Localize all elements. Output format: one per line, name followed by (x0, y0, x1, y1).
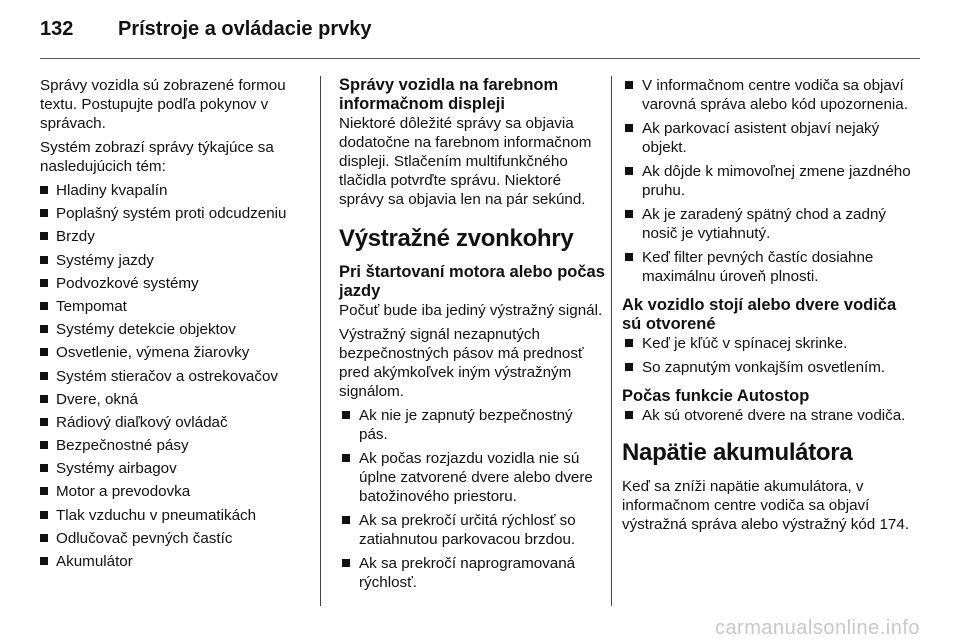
list-item: So zapnutým vonkajším osvetlením. (622, 358, 912, 377)
list-item: Brzdy (40, 227, 302, 246)
page-number: 132 (40, 18, 74, 40)
start-conditions-list (339, 406, 605, 592)
intro-paragraph: Správy vozidla sú zobrazené formou textu. Postupujte podľa pokynov v správach. (40, 77, 286, 132)
list-item: Systémy detekcie objektov (40, 320, 302, 339)
list-item: Osvetlenie, výmena žiarovky (40, 343, 302, 362)
list-item: V informačnom centre vodiča sa objaví varovná správa alebo kód upozornenia. (622, 76, 912, 114)
list-item: Rádiový diaľkový ovládač (40, 413, 302, 432)
list-item: Keď filter pevných častíc dosiahne maximálnu úroveň plnosti. (622, 248, 912, 286)
list-item: Odlučovač pevných častíc (40, 529, 302, 548)
start-conditions-list-continued (622, 76, 912, 286)
list-item: Ak sa prekročí naprogramovaná rýchlosť. (339, 554, 605, 592)
heading-color-display: Správy vozidla na farebnom informačnom displeji (339, 76, 559, 113)
heading-vehicle-parked: Ak vozidlo stojí alebo dvere vodiča sú otvorené (622, 296, 897, 333)
list-item: Poplašný systém proti odcudzeniu (40, 204, 302, 223)
start-paragraph-2: Výstražný signál nezapnutých bezpečnostných pásov má prednosť pred akýmkoľvek iným výstražným signálom. (339, 326, 584, 400)
parked-conditions-list (622, 334, 912, 377)
column-1 (40, 76, 302, 575)
color-display-paragraph: Niektoré dôležité správy sa objavia dodatočne na farebnom informačnom displeji. Stlačením multifunkčného tlačidla potvrďte správu. Niektoré správy sa objavia len na pár sekúnd. (339, 115, 592, 208)
list-item: Ak parkovací asistent objaví nejaký objekt. (622, 119, 912, 157)
list-item: Dvere, okná (40, 390, 302, 409)
heading-start-driving: Pri štartovaní motora alebo počas jazdy (339, 263, 605, 300)
list-item: Hladiny kvapalín (40, 181, 302, 200)
column-divider-1 (320, 76, 321, 606)
battery-paragraph: Keď sa zníži napätie akumulátora, v informačnom centre vodiča sa objaví výstražná správa alebo výstražný kód 174. (622, 478, 910, 533)
page-title: Prístroje a ovládacie prvky (118, 18, 372, 40)
list-item: Podvozkové systémy (40, 274, 302, 293)
list-item: Ak dôjde k mimovoľnej zmene jazdného pruhu. (622, 162, 912, 200)
list-item: Systémy jazdy (40, 251, 302, 270)
column-3 (622, 76, 912, 539)
page-header (40, 18, 920, 58)
header-divider (40, 58, 920, 59)
list-item: Motor a prevodovka (40, 482, 302, 501)
list-item: Tlak vzduchu v pneumatikách (40, 506, 302, 525)
list-item: Tempomat (40, 297, 302, 316)
topics-list (40, 181, 302, 571)
heading-autostop: Počas funkcie Autostop (622, 387, 810, 405)
list-item: Ak sa prekročí určitá rýchlosť so zatiahnutou parkovacou brzdou. (339, 511, 605, 549)
start-paragraph-1: Počuť bude iba jediný výstražný signál. (339, 302, 603, 319)
list-item: Ak sú otvorené dvere na strane vodiča. (622, 406, 912, 425)
list-item: Keď je kľúč v spínacej skrinke. (622, 334, 912, 353)
column-2 (339, 76, 605, 597)
list-item: Bezpečnostné pásy (40, 436, 302, 455)
topics-intro: Systém zobrazí správy týkajúce sa nasledujúcich tém: (40, 139, 274, 175)
list-item: Ak počas rozjazdu vozidla nie sú úplne zatvorené dvere alebo dvere batožinového priestoru. (339, 449, 605, 506)
list-item: Akumulátor (40, 552, 302, 571)
heading-warning-chimes: Výstražné zvonkohry (339, 225, 574, 252)
autostop-conditions-list (622, 406, 912, 425)
watermark: carmanualsonline.info (714, 617, 920, 639)
list-item: Ak je zaradený spätný chod a zadný nosič je vytiahnutý. (622, 205, 912, 243)
column-divider-2 (611, 76, 612, 606)
list-item: Ak nie je zapnutý bezpečnostný pás. (339, 406, 605, 444)
list-item: Systémy airbagov (40, 459, 302, 478)
heading-battery-voltage: Napätie akumulátora (622, 439, 853, 466)
list-item: Systém stieračov a ostrekovačov (40, 367, 302, 386)
